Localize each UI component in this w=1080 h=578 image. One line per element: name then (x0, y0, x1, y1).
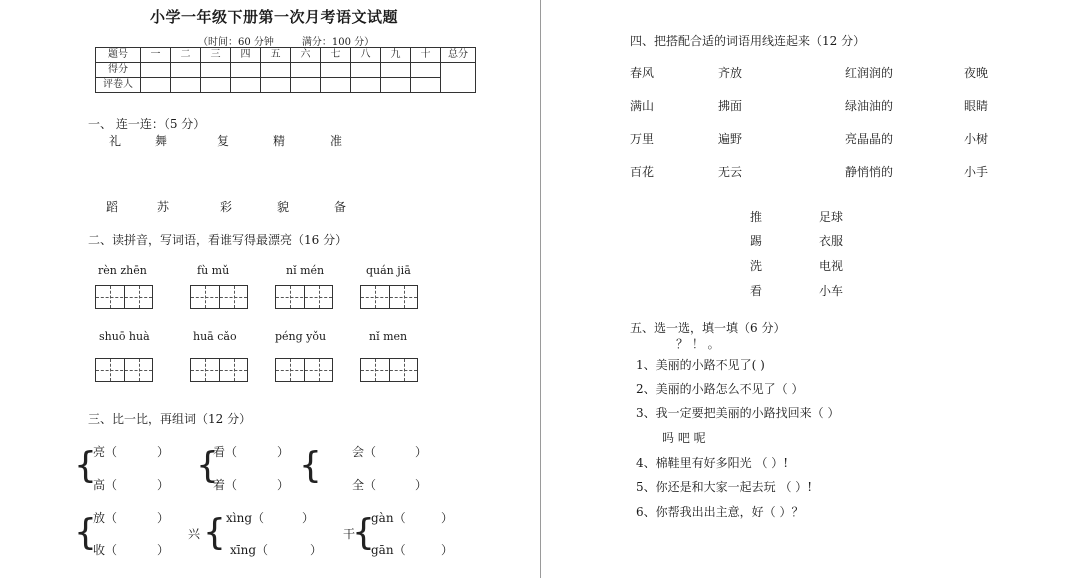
brace-icon: { (196, 445, 219, 486)
match-word: 绿油油的 (845, 99, 894, 113)
brace-icon: { (74, 512, 97, 553)
match-char: 彩 (220, 200, 233, 214)
score-cell (291, 78, 321, 93)
score-header-cell: 十 (411, 48, 441, 63)
polyphone-char: 兴 (188, 527, 201, 541)
paren-close: ） (277, 445, 290, 459)
match-word: 万里 (630, 132, 655, 146)
score-header-cell: 四 (231, 48, 261, 63)
writing-grid[interactable] (95, 358, 153, 382)
paren-close: ） (157, 445, 170, 459)
fill-item: 5、你还是和大家一起去玩 （ ）! (636, 480, 813, 494)
score-cell (261, 78, 291, 93)
score-cell (171, 78, 201, 93)
pinyin-option: xìng（ (226, 511, 265, 525)
compare-char: 着（ (213, 478, 238, 492)
compare-char: 会（ (352, 445, 377, 459)
brace-icon: { (74, 445, 97, 486)
writing-grid[interactable] (275, 358, 333, 382)
score-header-cell: 六 (291, 48, 321, 63)
compare-char: 收（ (93, 543, 118, 557)
match-char: 复 (217, 134, 230, 148)
score-header-cell: 九 (381, 48, 411, 63)
writing-grid[interactable] (95, 285, 153, 309)
object-word: 小车 (819, 284, 844, 298)
score-cell (411, 78, 441, 93)
match-char: 精 (273, 134, 286, 148)
writing-grid[interactable] (190, 358, 248, 382)
verb-word: 踢 (750, 234, 763, 248)
score-cell (231, 63, 261, 78)
section2-title: 二、读拼音，写词语，看谁写得最漂亮（16 分） (88, 233, 348, 247)
exam-subtitle (198, 33, 402, 48)
pinyin-option: gàn（ (371, 511, 406, 525)
compare-char: 全（ (352, 478, 377, 492)
score-cell (261, 63, 291, 78)
score-cell (351, 63, 381, 78)
pinyin-option: gān（ (371, 543, 406, 557)
pinyin-label: rèn zhēn (98, 264, 147, 277)
writing-grid[interactable] (275, 285, 333, 309)
match-word: 春风 (630, 66, 655, 80)
paren-close: ） (157, 543, 170, 557)
score-cell (411, 63, 441, 78)
section5-title: 五、选一选，填一填（6 分） (630, 321, 786, 335)
score-header-cell: 总分 (441, 48, 476, 63)
compare-char: 高（ (93, 478, 118, 492)
score-cell (171, 63, 201, 78)
score-header-cell: 八 (351, 48, 381, 63)
score-cell (141, 63, 171, 78)
pinyin-label: shuō huà (99, 330, 150, 343)
match-char: 舞 (155, 134, 168, 148)
fill-item: 2、美丽的小路怎么不见了（ ） (636, 382, 804, 396)
match-char: 貌 (277, 200, 290, 214)
pinyin-label: nǐ mén (286, 264, 325, 277)
match-char: 备 (334, 200, 347, 214)
section4-title: 四、把搭配合适的词语用线连起来（12 分） (630, 34, 866, 48)
brace-icon: { (352, 512, 375, 553)
fill-item: 4、棉鞋里有好多阳光 （ ）! (636, 456, 789, 470)
page-divider (540, 0, 541, 578)
match-word: 百花 (630, 165, 655, 179)
punctuation-options: ？ ！ 。 (676, 337, 720, 351)
paren-close: ） (415, 478, 428, 492)
match-word: 拂面 (718, 99, 743, 113)
score-header-cell: 三 (201, 48, 231, 63)
time-label: （时间：60 分钟 (198, 37, 274, 48)
word-options: 吗 吧 呢 (662, 431, 706, 445)
match-char: 礼 (109, 134, 122, 148)
full-score-label: 满分：100 分） (301, 37, 375, 48)
match-word: 眼睛 (964, 99, 989, 113)
pinyin-label: huā cǎo (193, 330, 237, 343)
match-char: 准 (330, 134, 343, 148)
exam-title: 小学一年级下册第一次月考语文试题 (150, 8, 399, 26)
fill-item: 3、我一定要把美丽的小路找回来（ ） (636, 406, 840, 420)
match-word: 无云 (718, 165, 743, 179)
score-cell (141, 78, 171, 93)
score-cell (231, 78, 261, 93)
writing-grid[interactable] (190, 285, 248, 309)
match-word: 小树 (964, 132, 989, 146)
pinyin-label: péng yǒu (275, 330, 327, 343)
paren-close: ） (441, 543, 454, 557)
paren-close: ） (310, 543, 323, 557)
object-word: 电视 (819, 259, 844, 273)
score-cell (291, 63, 321, 78)
match-word: 静悄悄的 (845, 165, 894, 179)
pinyin-label: quán jiā (366, 264, 411, 277)
score-table (95, 47, 476, 93)
verb-word: 洗 (750, 259, 763, 273)
score-header-cell: 一 (141, 48, 171, 63)
score-header-cell: 二 (171, 48, 201, 63)
score-cell (321, 63, 351, 78)
fill-item: 6、你帮我出出主意，好（ ）？ (636, 505, 804, 519)
score-cell (201, 78, 231, 93)
pinyin-option: xīng（ (230, 543, 269, 557)
score-table-row (96, 63, 476, 78)
match-word: 夜晚 (964, 66, 989, 80)
writing-grid[interactable] (360, 358, 418, 382)
paren-close: ） (441, 511, 454, 525)
fill-item: 1、美丽的小路不见了( ) (636, 358, 765, 372)
score-header-cell: 五 (261, 48, 291, 63)
compare-char: 放（ (93, 511, 118, 525)
score-table-header-row (96, 48, 476, 63)
match-char: 蹈 (106, 200, 119, 214)
compare-char: 亮（ (93, 445, 118, 459)
verb-word: 推 (750, 210, 763, 224)
score-row-label: 得分 (96, 63, 141, 78)
score-header-cell: 题号 (96, 48, 141, 63)
score-table-row (96, 78, 476, 93)
writing-grid[interactable] (360, 285, 418, 309)
object-word: 衣服 (819, 234, 844, 248)
paren-close: ） (157, 511, 170, 525)
paren-close: ） (302, 511, 315, 525)
score-cell (321, 78, 351, 93)
score-row-label: 评卷人 (96, 78, 141, 93)
section3-title: 三、比一比，再组词（12 分） (88, 412, 252, 426)
right-page (542, 0, 1080, 578)
paren-close: ） (415, 445, 428, 459)
section1-title: 一、 连一连：（5 分） (88, 117, 206, 131)
paren-close: ） (157, 478, 170, 492)
total-score-cell (441, 63, 476, 93)
match-word: 齐放 (718, 66, 743, 80)
brace-icon: { (203, 512, 226, 553)
polyphone-char: 干 (343, 527, 356, 541)
match-word: 满山 (630, 99, 655, 113)
match-word: 遍野 (718, 132, 743, 146)
score-cell (351, 78, 381, 93)
score-cell (381, 78, 411, 93)
paren-close: ） (277, 478, 290, 492)
score-cell (201, 63, 231, 78)
score-header-cell: 七 (321, 48, 351, 63)
pinyin-label: fù mǔ (197, 264, 230, 277)
score-cell (381, 63, 411, 78)
object-word: 足球 (819, 210, 844, 224)
match-char: 苏 (157, 200, 170, 214)
brace-icon: { (299, 445, 322, 486)
verb-word: 看 (750, 284, 763, 298)
pinyin-label: nǐ men (369, 330, 408, 343)
compare-char: 看（ (213, 445, 238, 459)
match-word: 小手 (964, 165, 989, 179)
match-word: 红润润的 (845, 66, 894, 80)
match-word: 亮晶晶的 (845, 132, 894, 146)
